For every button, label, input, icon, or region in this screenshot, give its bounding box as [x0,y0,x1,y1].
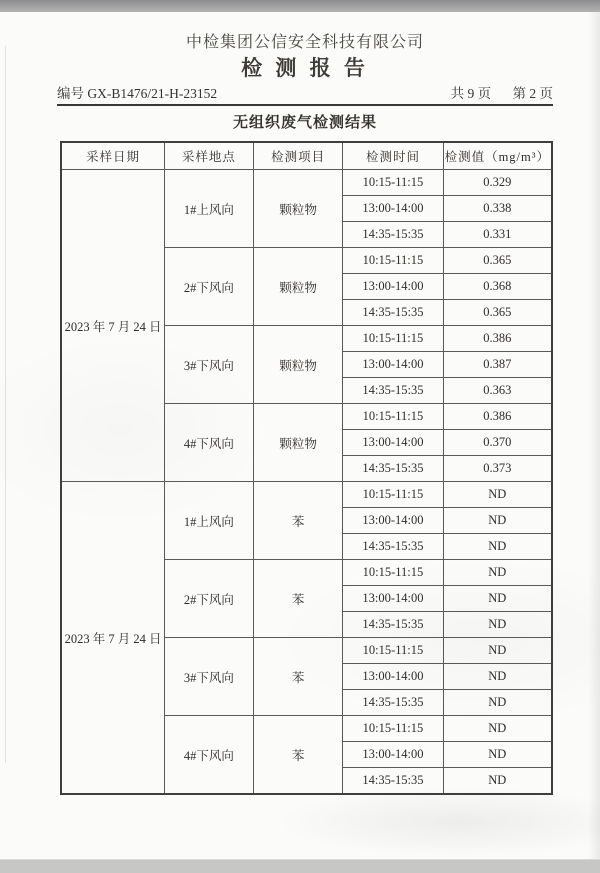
test-value-cell: 0.331 [443,222,552,248]
test-value-cell: ND [443,638,552,664]
test-time-cell: 10:15-11:15 [343,638,443,664]
test-value-cell: 0.386 [443,326,552,352]
test-time-cell: 14:35-15:35 [343,456,443,482]
test-time-cell: 13:00-14:00 [343,586,443,612]
sample-date-cell: 2023 年 7 月 24 日 [61,170,165,482]
sample-location-cell: 2#下风向 [165,560,254,638]
company-name: 中检集团公信安全科技有限公司 [185,34,424,51]
test-time-cell: 10:15-11:15 [343,482,443,508]
column-header-test-item: 检测项目 [253,142,343,170]
test-item-cell: 苯 [253,716,343,795]
test-item-cell: 颗粒物 [253,404,343,482]
test-value-cell: 0.373 [443,456,552,482]
page-edge-left-line [5,46,6,763]
test-time-cell: 14:35-15:35 [343,768,443,795]
total-pages: 共 9 页 [450,86,492,101]
test-time-cell: 13:00-14:00 [343,664,443,690]
table-row [61,482,552,508]
test-value-cell: 0.386 [443,404,552,430]
test-item-cell: 颗粒物 [253,170,343,248]
test-time-cell: 14:35-15:35 [343,612,443,638]
sample-location-cell: 4#下风向 [165,404,254,482]
test-time-cell: 14:35-15:35 [343,690,443,716]
test-time-cell: 13:00-14:00 [343,508,443,534]
test-time-cell: 10:15-11:15 [343,716,443,742]
test-value-cell: ND [443,534,552,560]
test-time-cell: 13:00-14:00 [343,196,443,222]
report-content [57,33,553,795]
test-value-cell: 0.368 [443,274,552,300]
test-time-cell: 13:00-14:00 [343,352,443,378]
column-header-test-time: 检测时间 [343,142,443,170]
test-time-cell: 10:15-11:15 [343,560,443,586]
sample-location-cell: 4#下风向 [165,716,254,795]
test-value-cell: 0.338 [443,196,552,222]
column-header-sample-location: 采样地点 [165,142,254,170]
results-table [60,141,553,795]
report-number [57,85,217,102]
results-table-body [61,170,552,795]
test-value-cell: 0.329 [443,170,552,196]
sample-date-cell: 2023 年 7 月 24 日 [61,482,165,795]
test-value-cell: ND [443,560,552,586]
sample-location-cell: 1#上风向 [165,482,254,560]
test-item-cell: 苯 [253,560,343,638]
test-value-cell: ND [443,482,552,508]
test-time-cell: 10:15-11:15 [343,404,443,430]
test-time-cell: 14:35-15:35 [343,534,443,560]
page-indicator [451,85,553,102]
sample-location-cell: 3#下风向 [165,326,254,404]
test-value-cell: ND [443,508,552,534]
sample-location-cell: 3#下风向 [165,638,254,716]
test-value-cell: ND [443,664,552,690]
section-title: 无组织废气检测结果 [232,115,377,131]
test-time-cell: 13:00-14:00 [343,742,443,768]
test-item-cell: 颗粒物 [253,248,343,326]
test-value-cell: 0.370 [443,430,552,456]
current-page: 第 2 页 [512,86,553,101]
sample-location-cell: 1#上风向 [165,170,254,248]
test-item-cell: 苯 [253,638,343,716]
test-time-cell: 14:35-15:35 [343,300,443,326]
test-time-cell: 14:35-15:35 [343,222,443,248]
test-value-cell: ND [443,586,552,612]
report-title: 检 测 报 告 [241,56,369,80]
test-value-cell: ND [443,716,552,742]
test-value-cell: ND [443,768,552,795]
report-number-row [57,85,553,106]
test-value-cell: ND [443,690,552,716]
test-time-cell: 13:00-14:00 [343,430,443,456]
page-edge-right [588,12,600,860]
table-header-row [61,142,552,170]
column-header-test-value: 检测值（mg/m³） [443,142,552,170]
test-value-cell: 0.387 [443,352,552,378]
test-value-cell: ND [443,612,552,638]
test-value-cell: ND [443,742,552,768]
test-time-cell: 13:00-14:00 [343,274,443,300]
test-time-cell: 10:15-11:15 [343,170,443,196]
page-edge-top [0,0,600,12]
test-time-cell: 10:15-11:15 [343,248,443,274]
column-header-sample-date: 采样日期 [61,142,165,170]
page-edge-bottom [0,859,600,873]
report-no-value: GX-B1476/21-H-23152 [87,86,218,101]
table-row [61,170,552,196]
test-value-cell: 0.365 [443,248,552,274]
sample-location-cell: 2#下风向 [165,248,254,326]
report-no-label: 编号 [57,86,84,101]
test-item-cell: 颗粒物 [253,326,343,404]
test-item-cell: 苯 [253,482,343,560]
test-value-cell: 0.365 [443,300,552,326]
test-time-cell: 14:35-15:35 [343,378,443,404]
test-time-cell: 10:15-11:15 [343,326,443,352]
test-value-cell: 0.363 [443,378,552,404]
